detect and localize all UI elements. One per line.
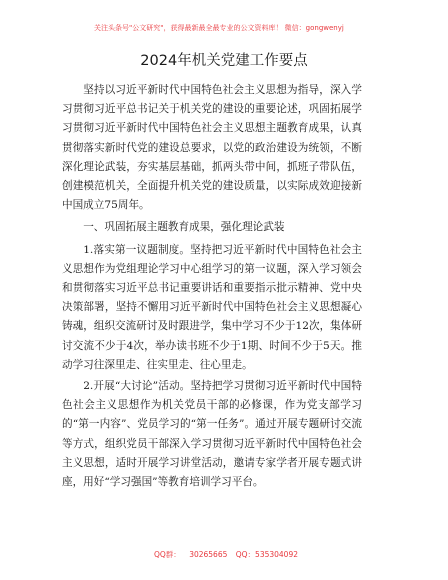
intro-paragraph: 坚持以习近平新时代中国特色社会主义思想为指导，深入学习贯彻习近平总书记关于机关党的建设的重要论述，巩固拓展学习贯彻习近平新时代中国特色社会主义思想主题教育成果，认真贯彻落实新时代党的建设总要求，以党的政治建设为统领，不断深化理论武装，夯实基层基础，抓两头带中间，抓班子带队伍，创建模范机关，全面提升机关党的建设质量，以实际成效迎接新中国成立75周年。 xyxy=(62,84,362,212)
section-heading: 一、巩固拓展主题教育成果，强化理论武装 xyxy=(83,221,285,234)
header-banner: 关注头条号"公文研究"，获得最新最全最专业的公文资料库！ 微信：gongwenyj xyxy=(94,24,344,32)
document-body xyxy=(62,81,362,494)
item-paragraph-2: 2.开展“大讨论”活动。坚持把学习贯彻习近平新时代中国特色社会主义思想作为机关党员干部的必修课，作为党支部学习的“第一内容”、党员学习的“第一任务”。通过开展专题研讨交流等方式，组织党员干部深入学习贯彻习近平新时代中国特色社会主义思想，适时开展学习讲堂活动，邀请专家学者开展专题式讲座，用好“学习强国”等教育培训学习平台。 xyxy=(62,380,362,489)
item-paragraph-1: 1.落实第一议题制度。坚持把习近平新时代中国特色社会主义思想作为党组理论学习中心组学习的第一议题，深入学习领会和贯彻落实习近平总书记重要讲话和重要指示批示精神、党中央决策部署，坚持不懈用习近平新时代中国特色社会主义思想凝心铸魂，组织交流研讨及时跟进学，集中学习不少于12次，集体研讨交流不少于4次，举办读书班不少于1期、时间不少于5天。推动学习往深里走、往实里走、往心里走。 xyxy=(62,243,362,371)
document-title: 2024年机关党建工作要点 xyxy=(140,53,308,69)
footer-contact: QQ群： 30265665 QQ：535304092 xyxy=(154,550,299,559)
